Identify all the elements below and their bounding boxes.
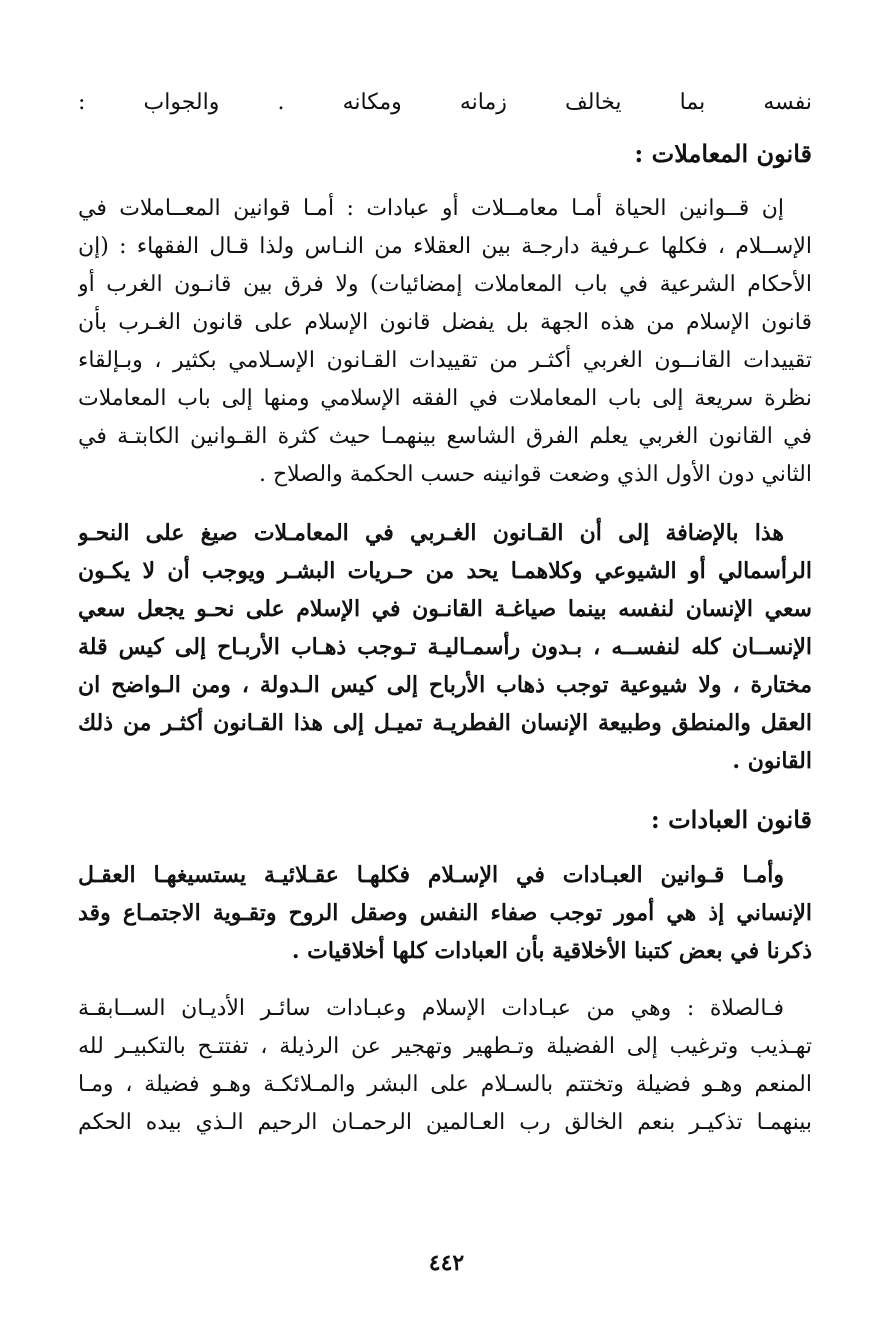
text-line: الإنساني إذ هي أمور توجب صفاء النفس وصقل الروح وتقـوية الاجتمـاع وقد	[78, 900, 812, 926]
text-line: الثاني دون الأول الذي وضعت قوانينه حسب الحكمة والصلاح .	[258, 462, 812, 487]
text-line: الإســلام ، فكلها عـرفية دارجـة بين العقلاء من النـاس ولذا قـال الفقهاء : (إن	[78, 234, 812, 259]
text-line: فـالصلاة : وهي من عبـادات الإسلام وعبـادات سائـر الأديـان الســابقـة	[78, 996, 784, 1021]
paragraph-transactions-2	[78, 514, 812, 780]
text-line: بينهمـا تذكيـر بنعم الخالق رب العـالمين الرحمـان الرحيم الـذي بيده الحكم	[78, 1110, 812, 1135]
continuation-line: نفسه بما يخالف زمانه ومكانه . والجواب :	[78, 90, 812, 115]
text-line: سعي الإنسان لنفسه بينما صياغـة القانـون في الإسلام على نحـو يجعل سعي	[78, 596, 812, 622]
text-line: الرأسمالي أو الشيوعي وكلاهمـا يحد من حـريات البشـر ويوجب أن لا يكـون	[78, 558, 812, 584]
text-line: إن قــوانين الحياة أمـا معامــلات أو عبادات : أمـا قوانين المعــاملات في	[78, 196, 784, 221]
text-line: وأمـا قـوانين العبـادات في الإسـلام فكلهـا عقـلائيـة يستسيغهـا العقـل	[78, 862, 784, 888]
page-number: ٤٤٢	[428, 1250, 465, 1276]
paragraph-transactions-1	[78, 190, 812, 494]
text-line: هذا بالإضافة إلى أن القـانون الغـربي في المعامـلات صيغ على النحـو	[78, 520, 784, 546]
text-line: القانون .	[732, 748, 812, 774]
text-line: المنعم وهـو فضيلة وتختتم بالسـلام على البشر والمـلائكـة وهـو فضيلة ، ومـا	[78, 1072, 812, 1097]
text-line: في القانون الغربي يعلم الفرق الشاسع بينهمـا حيث كثرة القـوانين الكابتـة في	[78, 424, 812, 449]
text-line: مختارة ، ولا شيوعية توجب ذهاب الأرباح إلى كيس الـدولة ، ومن الـواضح ان	[78, 672, 812, 698]
section-heading-transactions: قانون المعاملات :	[634, 139, 812, 168]
page-body	[78, 84, 812, 1162]
paragraph-worship-2	[78, 990, 812, 1142]
text-line: ذكرنا في بعض كتبنا الأخلاقية بأن العبادات كلها أخلاقيات .	[291, 938, 812, 964]
section-heading-worship: قانون العبادات :	[650, 805, 812, 834]
text-line: الإنســان كله لنفســه ، بـدون رأسمـاليـة تـوجب ذهـاب الأربـاح إلى كيس قلة	[78, 634, 812, 660]
text-line: قانون الإسلام من هذه الجهة بل يفضل قانون الإسلام على قانون الغـرب بأن	[78, 310, 812, 335]
paragraph-worship-1	[78, 856, 812, 970]
text-line: تهـذيب وترغيب إلى الفضيلة وتـطهير وتهجير عن الرذيلة ، تفتتـح بالتكبيـر لله	[78, 1034, 812, 1059]
text-line: العقل والمنطق وطبيعة الإنسان الفطريـة تميـل إلى هذا القـانون أكثـر من ذلك	[78, 710, 812, 736]
text-line: نظرة سريعة إلى باب المعاملات في الفقه الإسلامي ومنها إلى باب المعاملات	[78, 386, 812, 411]
text-line: الأحكام الشرعية في باب المعاملات إمضائيات) ولا فرق بين قانـون الغرب أو	[78, 272, 812, 297]
text-line: تقييدات القانــون الغربي أكثـر من تقييدات القـانون الإسـلامي بكثير ، وبـإلقاء	[78, 348, 812, 373]
